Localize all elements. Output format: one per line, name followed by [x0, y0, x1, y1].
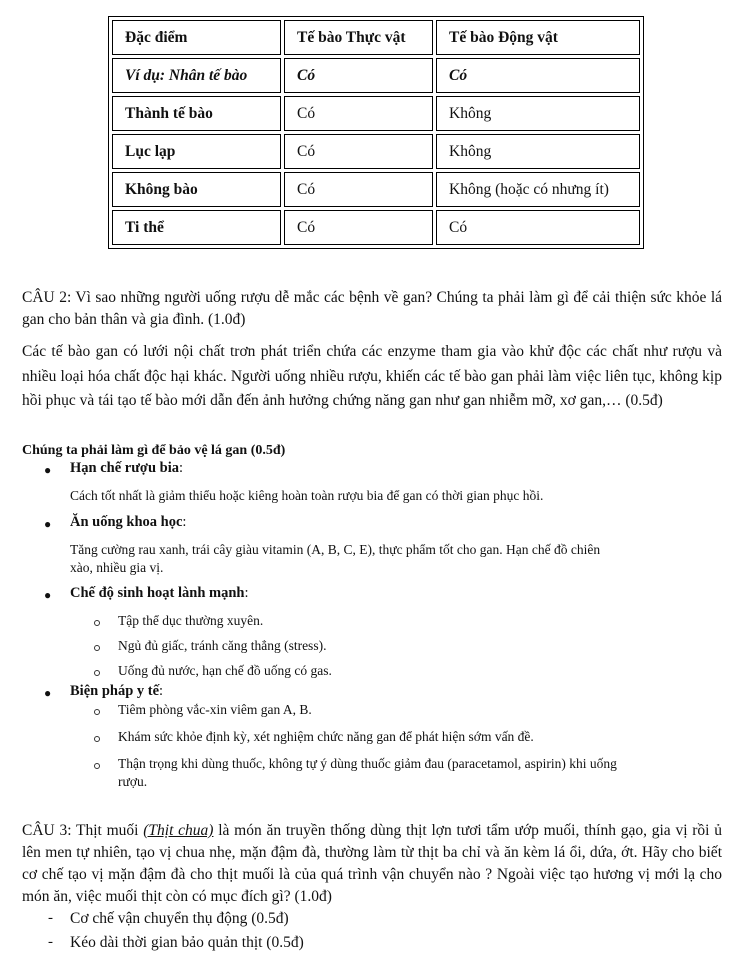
table-row — [112, 210, 640, 245]
circle-bullet-icon — [94, 620, 100, 626]
table-cell: Không — [436, 134, 640, 169]
bullet-icon: ● — [44, 517, 52, 531]
table-cell: Có — [284, 134, 433, 169]
table-cell: Lục lạp — [112, 134, 281, 169]
bullet-1-title: Hạn chế rượu bia — [70, 460, 179, 476]
table-cell: Ví dụ: Nhân tế bào — [112, 58, 281, 93]
bullet-icon: ● — [44, 588, 52, 602]
dash-bullet: - — [48, 934, 53, 950]
question-3-term: (Thịt chua) — [143, 822, 214, 839]
sub-item: Tập thể dục thường xuyên. — [118, 613, 264, 628]
question-2-answer: Các tế bào gan có lưới nội chất trơn phát triển chứa các enzyme tham gia vào khử độc các chất như rượu và nhiều loại hóa chất độc hại khác. Người uống nhiều rượu, khiến các tế bào gan phải làm việc liên tục, không kịp hồi phục và tái tạo tế bào mới dẫn đến ảnh hưởng chứng năng gan như gan nhiễm mỡ, xơ gan,… (0.5đ) — [22, 343, 722, 409]
sub-item: Ngủ đủ giấc, tránh căng thẳng (stress). — [118, 638, 327, 653]
bullet-2-text-line-2: xào, nhiều gia vị. — [70, 560, 164, 575]
circle-bullet-icon — [94, 645, 100, 651]
question-3 — [22, 820, 722, 908]
bullet-4-heading — [70, 683, 163, 700]
table-cell: Có — [284, 210, 433, 245]
table-cell: Ti thể — [112, 210, 281, 245]
sub-item: Tiêm phòng vắc-xin viêm gan A, B. — [118, 702, 312, 717]
table-cell: Có — [284, 96, 433, 131]
table-cell: Có — [436, 210, 640, 245]
sub-item: Khám sức khỏe định kỳ, xét nghiệm chức năng gan để phát hiện sớm vấn đề. — [118, 729, 534, 744]
colon-text: : — [244, 585, 249, 601]
bullet-icon: ● — [44, 686, 52, 700]
bullet-1-heading — [70, 460, 183, 477]
dash-bullet: - — [48, 910, 53, 926]
circle-bullet-icon — [94, 763, 100, 769]
question-3-answer-2: Kéo dài thời gian bảo quản thịt (0.5đ) — [70, 934, 304, 951]
table-header-cell: Tế bào Thực vật — [284, 20, 433, 55]
table-example-row — [112, 58, 640, 93]
bullet-2-text-line-1: Tăng cường rau xanh, trái cây giàu vitamin (A, B, C, E), thực phẩm tốt cho gan. Hạn chế đồ chiên — [70, 542, 601, 557]
sub-item-line-2: rượu. — [118, 774, 148, 789]
table-cell: Có — [284, 172, 433, 207]
table-row — [112, 172, 640, 207]
question-3-rest: là món ăn truyền thống dùng thịt lợn tươi tẩm ướp muối, thính gạo, gia vị rồi ủ lên men tự nhiên, tạo vị chua nhẹ, mặn đậm đà, thường làm từ thịt ba chỉ và ăn kèm lá ổi, dứa, ớt. Hãy cho biết cơ chế tạo vị mặn đậm đà cho thịt muối là của quá trình vận chuyển nào ? Ngoài việc tạo hương vị mới lạ cho món ăn, việc muối thịt còn có mục đích gì? (1.0đ) — [22, 822, 722, 905]
bullet-1-text: Cách tốt nhất là giảm thiểu hoặc kiêng hoàn toàn rượu bia để gan có thời gian phục hồi. — [70, 488, 544, 503]
circle-bullet-icon — [94, 709, 100, 715]
table-row — [112, 96, 640, 131]
colon-text: : — [182, 514, 187, 530]
table-cell: Có — [436, 58, 640, 93]
bullet-3-title: Chế độ sinh hoạt lành mạnh — [70, 585, 245, 601]
bullet-3-heading — [70, 585, 249, 602]
bullet-4-title: Biện pháp y tế — [70, 683, 160, 699]
table-cell: Không bào — [112, 172, 281, 207]
sub-item: Uống đủ nước, hạn chế đồ uống có gas. — [118, 663, 332, 678]
colon-text: : — [178, 460, 184, 476]
colon-text: : — [159, 683, 164, 699]
comparison-table — [108, 16, 644, 249]
table-cell: Không (hoặc có nhưng ít) — [436, 172, 640, 207]
circle-bullet-icon — [94, 670, 100, 676]
bullet-2-title: Ăn uống khoa học — [70, 514, 183, 530]
table-header-row — [112, 20, 640, 55]
question-2: CÂU 2: Vì sao những người uống rượu dễ mắc các bệnh về gan? Chúng ta phải làm gì để cải thiện sức khỏe lá gan cho bản thân và gia đình. (1.0đ) — [22, 289, 722, 328]
protect-liver-heading: Chúng ta phải làm gì để bảo vệ lá gan (0.5đ) — [22, 443, 286, 458]
question-3-answer-1: Cơ chế vận chuyển thụ động (0.5đ) — [70, 910, 289, 927]
table-cell: Thành tế bào — [112, 96, 281, 131]
table-row — [112, 134, 640, 169]
sub-item-line-1: Thận trọng khi dùng thuốc, không tự ý dùng thuốc giảm đau (paracetamol, aspirin) khi uống — [118, 756, 617, 771]
table-header-cell: Đặc điểm — [112, 20, 281, 55]
table-cell: Có — [284, 58, 433, 93]
question-3-start: CÂU 3: Thịt muối — [22, 822, 144, 839]
bullet-2-heading — [70, 514, 186, 531]
bullet-icon: ● — [44, 463, 52, 477]
table-cell: Không — [436, 96, 640, 131]
circle-bullet-icon — [94, 736, 100, 742]
table-header-cell: Tế bào Động vật — [436, 20, 640, 55]
